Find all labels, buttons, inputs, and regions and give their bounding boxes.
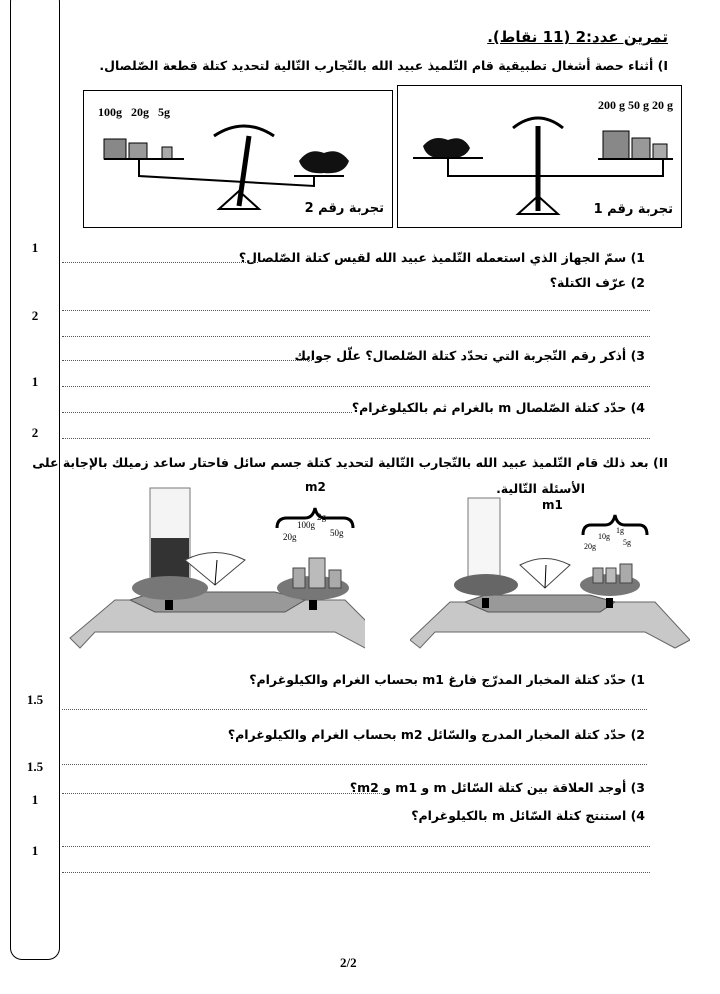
question-2-4: 4) استنتج كتلة السّائل m بالكيلوغرام؟ (411, 808, 645, 823)
m1-label: m1 (542, 498, 563, 512)
answer-line[interactable] (62, 793, 382, 794)
answer-line[interactable] (62, 360, 312, 361)
answer-line[interactable] (62, 438, 650, 439)
weight-label: 50g (330, 528, 344, 538)
question-1-3: 3) أذكر رقم التّجربة التي تحدّد كتلة الصّلصال؟ علّل جوابك (294, 348, 645, 363)
answer-line[interactable] (62, 412, 352, 413)
weight-label: 100g (297, 520, 315, 530)
answer-line[interactable] (62, 764, 647, 765)
part2-intro-cont: الأسئلة التّالية. (496, 481, 585, 496)
part2-intro: II) بعد ذلك قام التّلميذ عبيد الله بالتّجارب التّالية لتحديد كتلة جسم سائل فاحتار ساعد زميلك بالإجابة على (32, 455, 668, 470)
weight-label: 20g (584, 542, 596, 551)
part1-intro: I) أثناء حصة أشغال تطبيقية قام التّلميذ عبيد الله بالتّجارب التّالية لتحديد كتلة قطعة الصّلصال. (99, 58, 668, 73)
figure-m1 (410, 490, 690, 650)
mark: 1 (31, 240, 39, 255)
weight-label: 10g (598, 532, 610, 541)
answer-line[interactable] (62, 709, 647, 710)
answer-line[interactable] (62, 262, 258, 263)
answer-line[interactable] (62, 872, 650, 873)
weights-label: 100g 20g 5g (98, 105, 170, 119)
mark: 1.5 (26, 692, 44, 707)
answer-line[interactable] (62, 336, 650, 337)
experiment-1-figure (397, 85, 682, 228)
m2-label: m2 (305, 480, 326, 494)
weight-label: 1g (616, 526, 624, 535)
balance-icon (65, 480, 365, 650)
mark: 1 (31, 792, 39, 807)
figure-m2 (65, 480, 365, 650)
mark: 2 (31, 425, 39, 440)
weights-label: 200 g 50 g 20 g (598, 98, 673, 112)
question-1-1: 1) سمّ الجهاز الذي استعمله التّلميذ عبيد الله لقيس كتلة الصّلصال؟ (238, 250, 645, 265)
grading-margin (10, 0, 60, 960)
answer-line[interactable] (62, 386, 650, 387)
mark: 1 (31, 374, 39, 389)
mark: 1.5 (26, 759, 44, 774)
weight-label: 20g (283, 532, 297, 542)
question-2-2: 2) حدّد كتلة المخبار المدرج والسّائل m2 بحساب الغرام والكيلوغرام؟ (227, 727, 645, 742)
exercise-title: تمرين عدد:2 (11 نقاط). (487, 28, 668, 46)
question-2-3: 3) أوجد العلاقة بين كتلة السّائل m و m1 و m2؟ (349, 780, 645, 795)
question-2-1: 1) حدّد كتلة المخبار المدرّج فارغ m1 بحساب الغرام والكيلوغرام؟ (249, 672, 645, 687)
experiment-2-figure (83, 90, 393, 228)
mark: 2 (31, 308, 39, 323)
page-number: 2/2 (340, 955, 357, 970)
weight-label: 2g (317, 512, 326, 522)
mark: 1 (31, 843, 39, 858)
experiment-1-label: تجربة رقم 1 (593, 202, 673, 217)
weight-label: 5g (623, 538, 631, 547)
experiment-2-label: تجربة رقم 2 (304, 201, 384, 216)
question-1-2: 2) عرّف الكتلة؟ (549, 275, 645, 290)
balance-icon (410, 490, 690, 650)
answer-line[interactable] (62, 310, 650, 311)
answer-line[interactable] (62, 846, 650, 847)
question-1-4: 4) حدّد كتلة الصّلصال m بالغرام ثم بالكيلوغرام؟ (351, 400, 645, 415)
